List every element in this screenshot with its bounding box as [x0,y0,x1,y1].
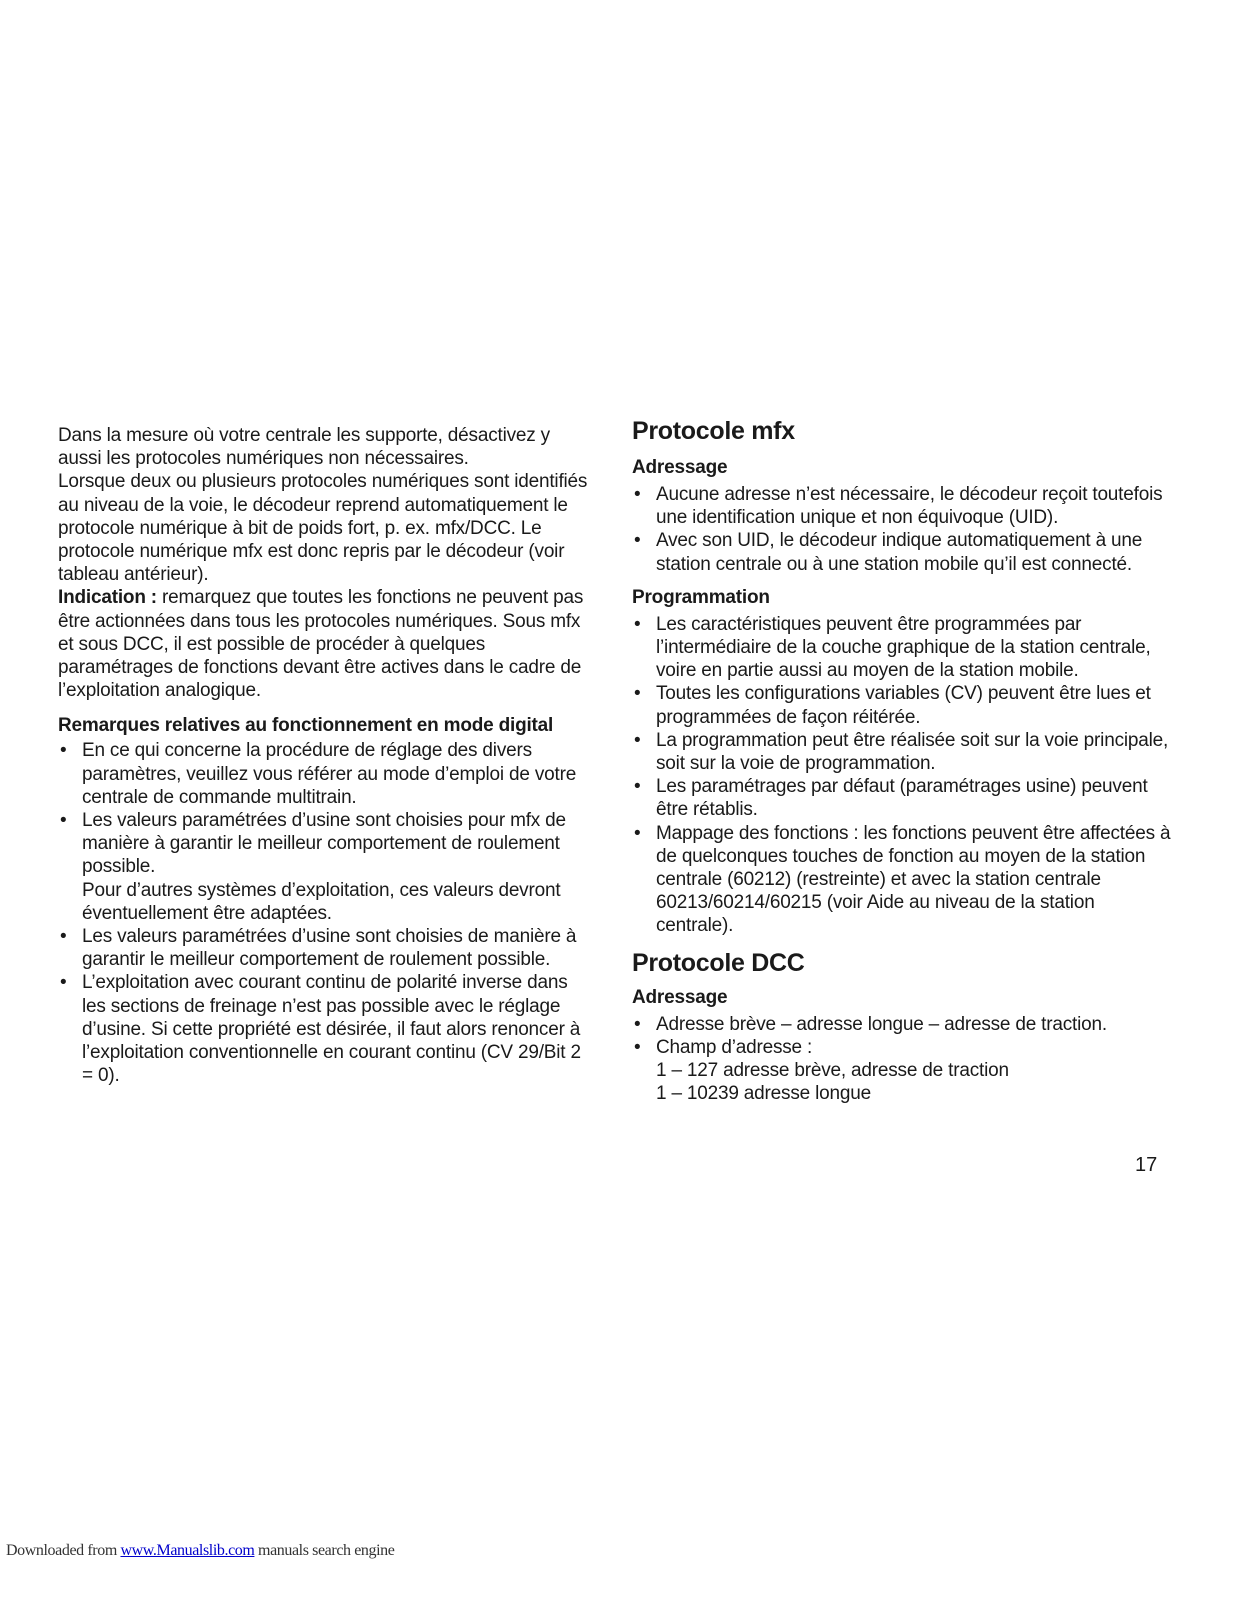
list-item: • Mappage des fonctions : les fonctions peuvent être affectées à de quelconques touches de fonction au moyen de la station centrale (60212) (restreinte) et avec la station centrale 60213/60214/60215 (voir Aide au niveau de la station centrale). [632,822,1172,938]
protocol-paragraph: Lorsque deux ou plusieurs protocoles numériques sont identifiés au niveau de la voie, le décodeur reprend automatiquement le protocole numérique à bit de poids fort, p. ex. mfx/DCC. Le protocole numérique mfx est donc repris par le décodeur (voir tableau antérieur). [58,471,588,586]
list-item: • Avec son UID, le décodeur indique automatiquement à une station centrale ou à une station mobile qu’il est connecté. [632,529,1172,575]
list-item: • Les caractéristiques peuvent être programmées par l’intermédiaire de la couche graphique de la station centrale, voire en partie aussi au moyen de la station mobile. [632,613,1172,683]
list-item: • En ce qui concerne la procédure de réglage des divers paramètres, veuillez vous référer au mode d’emploi de votre centrale de commande multitrain. [58,739,588,809]
mfx-title: Protocole mfx [632,417,795,445]
download-footer [6,1541,394,1561]
list-item-continuation: Pour d’autres systèmes d’exploitation, ces valeurs devront éventuellement être adaptées. [82,879,561,924]
footer-suffix: manuals search engine [254,1542,395,1559]
manualslib-link[interactable]: www.Manualslib.com [120,1542,255,1559]
left-column [58,424,588,1087]
mfx-programming-list [632,613,1172,938]
mfx-addressing-list [632,483,1172,576]
list-item: • Champ d’adresse : 1 – 127 adresse brève, adresse de traction 1 – 10239 adresse longue [632,1036,1172,1106]
list-item: • Toutes les configurations variables (CV) peuvent être lues et programmées de façon réitérée. [632,682,1172,728]
note-label: Indication : [58,587,157,609]
right-column [632,416,1172,1105]
list-item: • L’exploitation avec courant continu de polarité inverse dans les sections de freinage n’est pas possible avec le réglage d’usine. Si cette propriété est désirée, il faut alors renoncer à l’exploitation conventionnelle en courant continu (CV 29/Bit 2 = 0). [58,971,588,1087]
dcc-title: Protocole DCC [632,948,805,977]
list-item: • Aucune adresse n’est nécessaire, le décodeur reçoit toutefois une identification unique et non équivoque (UID). [632,483,1172,529]
list-item: • La programmation peut être réalisée soit sur la voie principale, soit sur la voie de programmation. [632,729,1172,775]
address-range-short: 1 – 127 adresse brève, adresse de traction [656,1060,1009,1082]
page-number: 17 [1135,1154,1158,1176]
mfx-programming-heading: Programmation [632,586,770,608]
remarks-list [58,739,588,1087]
intro-paragraph: Dans la mesure où votre centrale les supporte, désactivez y aussi les protocoles numériques non nécessaires. [58,425,550,470]
mfx-addressing-heading: Adressage [632,457,728,478]
remarks-heading: Remarques relatives au fonctionnement en mode digital [58,715,554,737]
address-range-long: 1 – 10239 adresse longue [656,1083,871,1105]
dcc-addressing-list [632,1013,1172,1106]
footer-prefix: Downloaded from [6,1542,121,1559]
list-item: • Les valeurs paramétrées d’usine sont choisies de manière à garantir le meilleur comportement de roulement possible. [58,925,588,971]
note-paragraph [58,586,588,702]
list-item: • Les paramétrages par défaut (paramétrages usine) peuvent être rétablis. [632,775,1172,821]
list-item: • Adresse brève – adresse longue – adresse de traction. [632,1013,1172,1036]
note-text: remarquez que toutes les fonctions ne peuvent pas être actionnées dans tous les protocoles numériques. Sous mfx et sous DCC, il est possible de procéder à quelques paramétrages de fonctions devant être actives dans le cadre de l’exploitation analogique. [58,587,584,702]
dcc-addressing-heading: Adressage [632,986,728,1008]
list-item: • Les valeurs paramétrées d’usine sont choisies pour mfx de manière à garantir le meilleur comportement de roulement possible. Pour d’autres systèmes d’exploitation, ces valeurs devront éventuellement être adaptées. [58,809,588,925]
